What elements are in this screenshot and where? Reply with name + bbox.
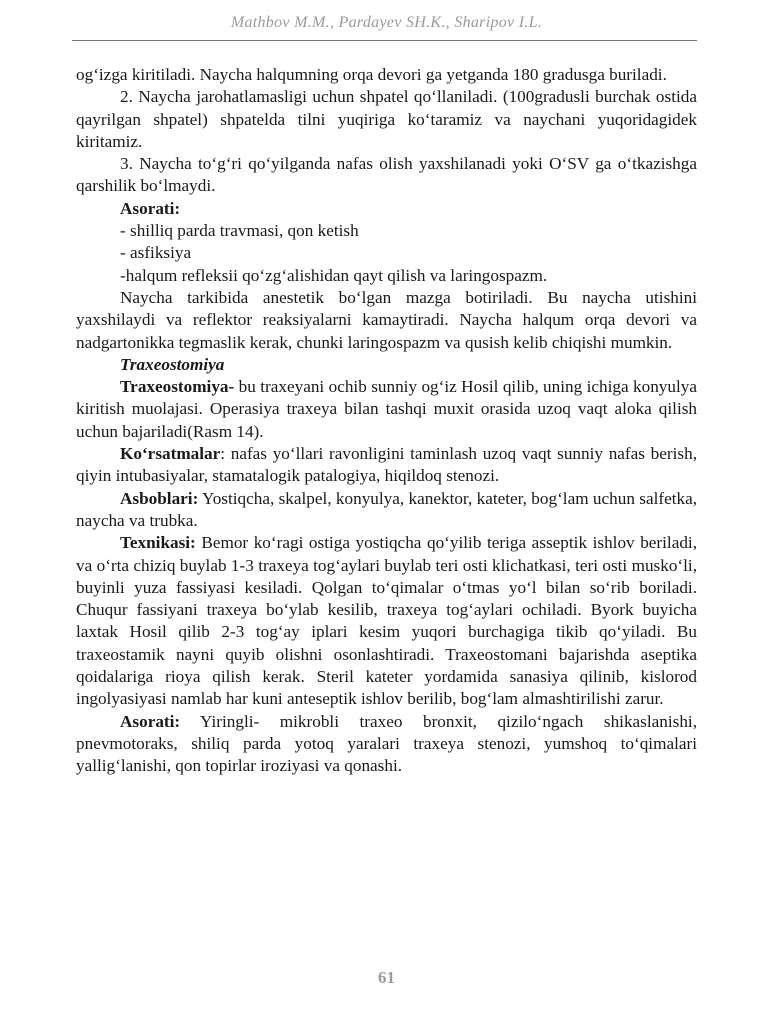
term-instruments: Asboblari: — [120, 488, 199, 508]
term-indications: Ko‘rsatmalar — [120, 444, 221, 464]
indications-text: : nafas yo‘llari ravonligini taminlash uzoq vaqt sunniy nafas berish, qiyin intubasiyalar, stamatalogik patalogiya, hiqildoq stenozi. — [76, 444, 697, 486]
list-item: - asfiksiya — [120, 243, 192, 263]
paragraph-4: Naycha tarkibida anestetik bo‘lgan mazga botiriladi. Bu naycha utishini yaxshilaydi va reflektor reaksiyalarni kamaytiradi. Naycha halqum orqa devori va nadgartonikka tegmaslik kerak, chunki laringospazm va qusish kelib chiqishi mumkin. — [76, 287, 697, 352]
paragraph-instruments — [76, 488, 697, 533]
complications-heading: Asorati: — [120, 198, 181, 218]
paragraph-3: 3. Naycha to‘g‘ri qo‘yilganda nafas olish yaxshilanadi yoki O‘SV ga o‘tkazishga qarshilik bo‘lmaydi. — [76, 154, 697, 196]
term-complications: Asorati: — [120, 711, 181, 731]
running-header: Mathbov M.M., Pardayev SH.K., Sharipov I.L. — [230, 14, 543, 31]
paragraph-technique — [76, 532, 697, 710]
body-text — [76, 64, 697, 778]
list-item: - shilliq parda travmasi, qon ketish — [120, 221, 359, 241]
technique-text: Bemor ko‘ragi ostiga yostiqcha qo‘yilib teriga asseptik ishlov beriladi, va o‘rta chiziq buylab 1-3 traxeya tog‘aylari buylab teri osti klichatkasi, teri osti musko‘li, buyinli yuza fassiyasi kesiladi. Qolgan to‘qimalar o‘tmas yo‘l bilan so‘rib boriladi. Chuqur fassiyani traxeya bo‘ylab kesilib, traxeya tog‘aylari ochiladi. Byork buyicha laxtak Hosil qilib 2-3 tog‘ay iplari kesim yuqori burchagiga tikib qo‘yiladi. Bu traxeostamik nayni quyib olishni osonlashtiradi. Traxeostomani bajarishda aseptika qoidalariga rioya qilish kerak. Steril kateter yordamida sanasiya qilinib, kislorod ingolyasiyasi namlab har kuni anteseptik ishlov berilib, bog‘lam almashtirilishi zarur. — [76, 533, 697, 709]
paragraph-indications — [76, 443, 697, 488]
paragraph-2: 2. Naycha jarohatlamasligi uchun shpatel qo‘llaniladi. (100gradusli burchak ostida qayrilgan shpatel) shpatelda tilni yuqiriga ko‘taramiz va naychani yuqoridagidek kiritamiz. — [76, 87, 697, 151]
instruments-text: Yostiqcha, skalpel, konyulya, kanektor, kateter, bog‘lam uchun salfetka, naycha va trubka. — [76, 488, 697, 530]
paragraph-definition — [76, 376, 697, 443]
list-item: -halqum refleksii qo‘zg‘alishidan qayt qilish va laringospazm. — [120, 265, 548, 285]
definition-text: bu traxeyani ochib sunniy og‘iz Hosil qilib, uning ichiga konyulya kiritish muolajasi. Operasiya traxeya bilan tashqi muxit orasida uzoq vaqt aloka qilish uchun bajariladi(Rasm 14). — [76, 377, 697, 441]
term-traxeostomiya: Traxeostomiya- — [120, 377, 235, 397]
complications-list — [76, 220, 697, 287]
section-title: Traxeostomiya — [120, 354, 225, 374]
paragraph-complications — [76, 711, 697, 778]
term-technique: Texnikasi: — [120, 533, 196, 553]
complications-text: Yiringli- mikrobli traxeo bronxit, qizilo‘ngach shikaslanishi, pnevmotoraks, shiliq parda yotoq yaralari traxeya stenozi, yumshoq to‘qimalari yallig‘lanishi, qon topirlar iroziyasi va qonashi. — [76, 711, 697, 776]
header-divider — [72, 40, 697, 41]
page-number: 61 — [378, 968, 395, 987]
paragraph-1: og‘izga kiritiladi. Naycha halqumning orqa devori ga yetganda 180 gradusga buriladi. — [76, 65, 667, 84]
